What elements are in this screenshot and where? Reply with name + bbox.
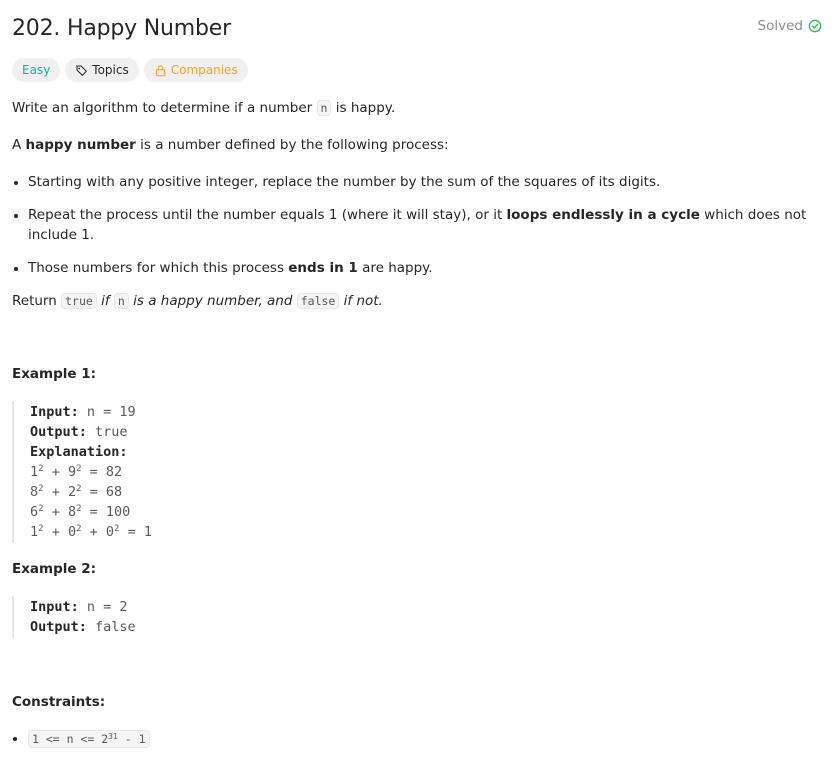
constraint-code: $1 <= n <= 2^{31} - 1$	[28, 730, 150, 748]
example-2-block: Input: n = 2 Output: false	[12, 596, 823, 638]
difficulty-badge[interactable]	[12, 58, 60, 82]
problem-header	[12, 12, 823, 44]
tag-icon	[75, 64, 88, 77]
example-2-title: Example 2:	[12, 561, 97, 577]
lock-icon	[154, 64, 167, 77]
solved-label: Solved	[757, 18, 803, 34]
list-item: • Repeat the process until the number equals 1 (where it will stay), or it loops endlessly in a cycle which does not include 1.	[28, 205, 823, 245]
difficulty-label: Easy	[22, 63, 51, 77]
list-item	[28, 728, 823, 750]
description-intro: Write an algorithm to determine if a number n is happy.	[12, 100, 396, 116]
inline-code: false	[297, 293, 340, 309]
list-item: • Starting with any positive integer, replace the number by the sum of the squares of its digits.	[28, 172, 823, 192]
constraints-list	[12, 728, 823, 750]
solved-status	[758, 18, 822, 34]
constraints-title: Constraints:	[12, 694, 106, 710]
topics-label: Topics	[92, 63, 129, 77]
example-1-block: Input: n = 19 Output: true Explanation: $1^2 + 9^2 = 82$ $8^2 + 2^2 = 68$ $6^2 + 8^2 = 100$ $1^2 + 0^2 + 0^2 = 1$	[12, 401, 823, 543]
description-return: Return true if n is a happy number, and false if not.	[12, 293, 383, 309]
check-circle-icon	[808, 19, 822, 33]
description-definition: A happy number is a number defined by the following process:	[12, 137, 449, 153]
example-1-title: Example 1:	[12, 366, 97, 382]
companies-button[interactable]	[144, 58, 248, 82]
inline-code: n	[114, 293, 129, 309]
topics-button[interactable]	[65, 58, 138, 82]
inline-code: n	[317, 100, 332, 116]
process-rules-list	[12, 172, 823, 278]
companies-label: Companies	[170, 63, 238, 77]
inline-code: true	[61, 293, 97, 309]
problem-title[interactable]: 202. Happy Number	[12, 16, 231, 41]
list-item: • Those numbers for which this process ends in 1 are happy.	[28, 258, 823, 278]
tag-row	[12, 58, 823, 82]
